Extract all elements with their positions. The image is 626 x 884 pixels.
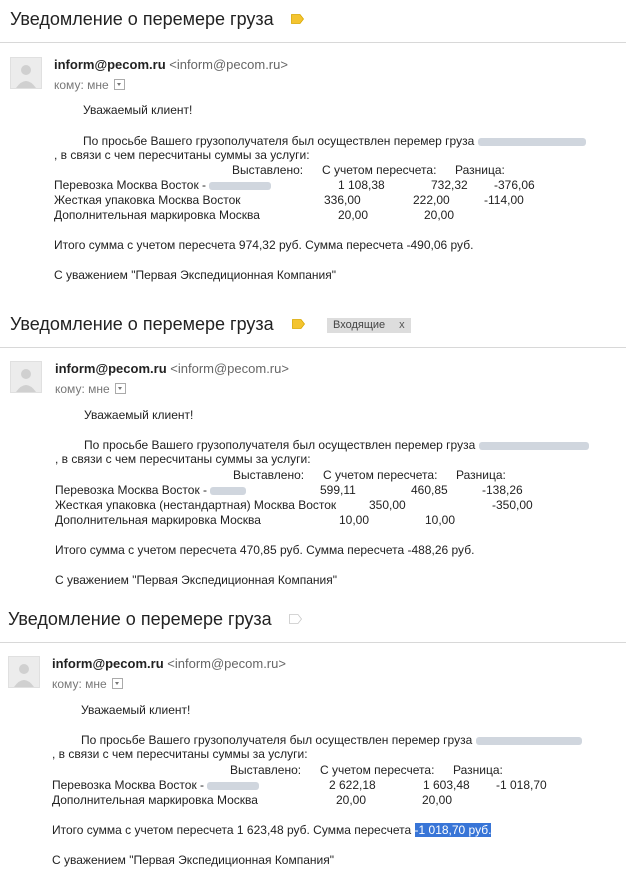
redacted-city [210,487,246,495]
subject-title: Уведомление о перемере груза [8,609,272,629]
row-name: Дополнительная маркировка Москва [52,793,258,807]
redacted-cargo-number [479,442,589,450]
sender-address: <inform@pecom.ru> [170,361,289,376]
row-recalc: 222,00 [413,193,450,207]
header-diff: Разница: [456,468,506,482]
person-icon [11,58,41,88]
greeting: Уважаемый клиент! [84,408,194,422]
intro-text: По просьбе Вашего грузополучателя был осуществлен перемер груза [81,733,582,747]
selected-text-highlight[interactable]: -1 018,70 руб. [414,823,492,837]
row-billed: 350,00 [369,498,406,512]
signoff: С уважением "Первая Экспедиционная Компания" [55,573,337,587]
recipient-line [52,677,123,691]
row-name: Перевозка Москва Восток - [55,483,246,497]
person-icon [9,657,39,687]
divider [0,347,626,348]
row-recalc: 732,32 [431,178,468,192]
row-diff: -1 018,70 [496,778,547,792]
details-dropdown-icon[interactable] [114,79,125,90]
recipient-line [54,78,125,92]
remove-label-button[interactable]: x [399,319,405,331]
header-diff: Разница: [453,763,503,777]
divider [0,642,626,643]
avatar[interactable] [10,361,42,393]
row-billed: 1 108,38 [338,178,385,192]
row-billed: 599,11 [320,483,356,497]
sender-name: inform@pecom.ru [54,57,166,72]
recipient-label: кому: мне [52,677,107,691]
row-name: Дополнительная маркировка Москва [55,513,261,527]
row-billed: 20,00 [338,208,369,222]
signoff: С уважением "Первая Экспедиционная Компания" [52,853,334,867]
person-icon [11,362,41,392]
avatar[interactable] [8,656,40,688]
header-diff: Разница: [455,163,505,177]
greeting: Уважаемый клиент! [81,703,191,717]
row-billed: 336,00 [324,193,361,207]
total-text: Итого сумма с учетом пересчета 974,32 руб. Сумма пересчета -490,06 руб. [54,238,474,252]
avatar[interactable] [10,57,42,89]
row-recalc: 20,00 [422,793,453,807]
sender[interactable] [55,361,289,376]
intro-continuation: , в связи с чем пересчитаны суммы за услуги: [55,452,311,466]
row-name: Жесткая упаковка (нестандартная) Москва Восток [55,498,337,512]
row-name: Жесткая упаковка Москва Восток [54,193,241,207]
inbox-label-chip[interactable] [327,318,411,333]
details-dropdown-icon[interactable] [115,383,126,394]
intro-text: По просьбе Вашего грузополучателя был осуществлен перемер груза [84,438,589,452]
header-billed: Выставлено: [232,163,304,177]
sender[interactable] [52,656,286,671]
row-name: Перевозка Москва Восток - [54,178,271,192]
sender-address: <inform@pecom.ru> [169,57,288,72]
details-dropdown-icon[interactable] [112,678,123,689]
subject-title: Уведомление о перемере груза [10,9,274,29]
row-diff: -376,06 [494,178,535,192]
sender[interactable] [54,57,288,72]
divider [0,42,626,43]
row-recalc: 460,85 [411,483,448,497]
greeting: Уважаемый клиент! [83,103,193,117]
important-tag-icon[interactable] [291,14,304,24]
redacted-city [209,182,271,190]
row-billed: 20,00 [336,793,367,807]
sender-name: inform@pecom.ru [52,656,164,671]
redacted-cargo-number [478,138,586,146]
important-tag-icon[interactable] [292,319,305,329]
sender-address: <inform@pecom.ru> [167,656,286,671]
recipient-label: кому: мне [55,382,110,396]
header-recalc: С учетом пересчета: [322,163,437,177]
row-recalc: 1 603,48 [423,778,470,792]
total-text: Итого сумма с учетом пересчета 1 623,48 руб. Сумма пересчета -1 018,70 руб. [52,823,492,837]
row-billed: 10,00 [339,513,370,527]
header-billed: Выставлено: [230,763,302,777]
row-name: Дополнительная маркировка Москва [54,208,260,222]
recipient-line [55,382,126,396]
signoff: С уважением "Первая Экспедиционная Компания" [54,268,336,282]
sender-name: inform@pecom.ru [55,361,167,376]
redacted-cargo-number [476,737,582,745]
intro-text: По просьбе Вашего грузополучателя был осуществлен перемер груза [83,134,586,148]
header-recalc: С учетом пересчета: [320,763,435,777]
subject-title: Уведомление о перемере груза [10,314,274,334]
row-diff: -138,26 [482,483,523,497]
recipient-label: кому: мне [54,78,109,92]
row-recalc: 20,00 [424,208,455,222]
inbox-label: Входящие [333,319,386,331]
row-diff: -350,00 [492,498,533,512]
header-billed: Выставлено: [233,468,305,482]
redacted-city [207,782,259,790]
intro-continuation: , в связи с чем пересчитаны суммы за услуги: [52,747,308,761]
not-important-tag-icon[interactable] [289,614,302,624]
row-name: Перевозка Москва Восток - [52,778,259,792]
row-diff: -114,00 [484,193,524,207]
row-billed: 2 622,18 [329,778,376,792]
row-recalc: 10,00 [425,513,456,527]
total-text: Итого сумма с учетом пересчета 470,85 руб. Сумма пересчета -488,26 руб. [55,543,475,557]
header-recalc: С учетом пересчета: [323,468,438,482]
intro-continuation: , в связи с чем пересчитаны суммы за услуги: [54,148,310,162]
